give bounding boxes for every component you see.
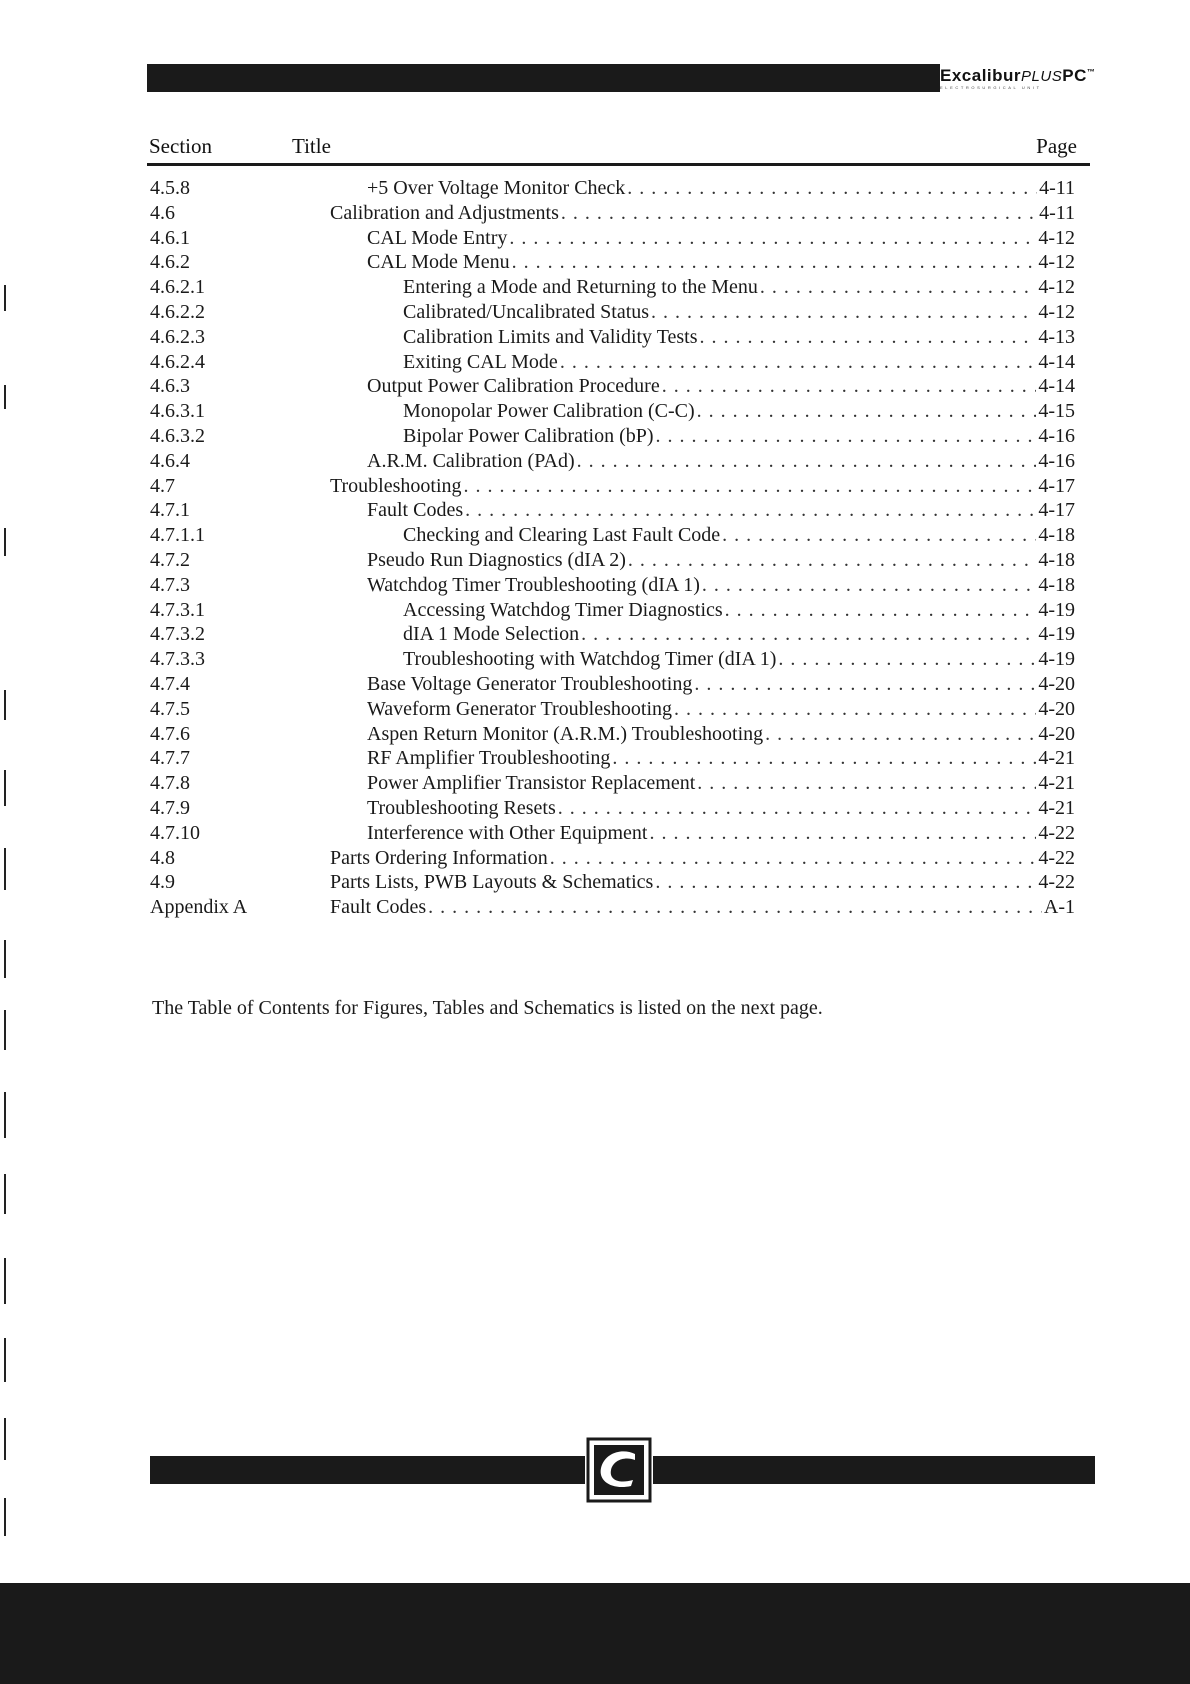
toc-entry [403,275,1075,299]
header-rule [147,163,1090,166]
toc-entry [403,598,1075,622]
toc-page-number: A-1 [1043,896,1075,919]
toc-page-number: 4-12 [1038,251,1075,274]
toc-row-4-7-3-3[interactable] [0,647,1190,672]
toc-page-number: 4-19 [1038,623,1075,646]
margin-mark [4,1010,6,1050]
toc-dot-leader [694,672,1036,696]
toc-section-number: 4.6.3.2 [150,424,205,447]
toc-row-4-6-2-4[interactable] [0,350,1190,375]
toc-page-number: 4-17 [1038,499,1075,522]
margin-mark [4,1498,6,1536]
toc-dot-leader [760,275,1036,299]
toc-dot-leader [465,498,1036,522]
toc-page-number: 4-16 [1038,449,1075,472]
toc-section-number: 4.9 [150,871,175,894]
toc-row-4-7[interactable] [0,474,1190,499]
bottom-scan-band [0,1583,1190,1684]
toc-title: Bipolar Power Calibration (bP) [403,424,654,447]
toc-section-number: 4.7.10 [150,821,200,844]
toc-page-number: 4-18 [1038,548,1075,571]
toc-title: Checking and Clearing Last Fault Code [403,524,721,547]
toc-entry [403,523,1075,547]
margin-mark [4,940,6,978]
toc-row-4-6-3-1[interactable] [0,399,1190,424]
brand-name: ExcaliburPLUSPC™ [940,66,1096,85]
toc-section-number: 4.7.3.1 [150,598,205,621]
toc-page-number: 4-12 [1038,226,1075,249]
toc-title: Base Voltage Generator Troubleshooting [367,672,693,695]
toc-page-number: 4-16 [1038,424,1075,447]
toc-dot-leader [697,771,1036,795]
toc-entry [367,821,1075,845]
toc-row-4-7-7[interactable] [0,746,1190,771]
toc-section-number: 4.7.2 [150,548,190,571]
toc-entry [403,300,1075,324]
toc-title: Parts Ordering Information [330,846,548,869]
toc-dot-leader [697,399,1037,423]
toc-entry [367,697,1075,721]
toc-title: Power Amplifier Transistor Replacement [367,772,696,795]
toc-section-number: 4.6.1 [150,226,190,249]
toc-section-number: 4.7.4 [150,672,190,695]
toc-page-number: 4-12 [1038,300,1075,323]
toc-entry [367,672,1075,696]
toc-row-4-7-10[interactable] [0,821,1190,846]
toc-row-4-6-3-2[interactable] [0,424,1190,449]
toc-row-4-6-4[interactable] [0,449,1190,474]
toc-row-appendix-a[interactable] [0,895,1190,920]
toc-entry [330,201,1075,225]
toc-dot-leader [725,598,1037,622]
toc-dot-leader [512,250,1037,274]
toc-entry [403,399,1075,423]
toc-row-4-7-2[interactable] [0,548,1190,573]
toc-row-4-7-4[interactable] [0,672,1190,697]
toc-section-number: 4.7.1 [150,499,190,522]
margin-mark [4,690,6,720]
toc-dot-leader [765,722,1036,746]
toc-title: Fault Codes [367,499,464,522]
toc-dot-leader [674,697,1036,721]
toc-title: Output Power Calibration Procedure [367,375,660,398]
page-column-header: Page [1036,134,1077,158]
toc-list [0,176,1190,920]
toc-section-number: 4.7.3.3 [150,648,205,671]
toc-dot-leader [428,895,1042,919]
margin-mark [4,385,6,409]
toc-dot-leader [627,176,1037,200]
toc-dot-leader [778,647,1036,671]
toc-row-4-6[interactable] [0,201,1190,226]
toc-entry [367,250,1075,274]
toc-section-number: 4.5.8 [150,177,190,199]
title-column-header: Title [292,134,331,158]
margin-mark [4,1174,6,1214]
toc-section-number: 4.7.7 [150,747,190,770]
toc-row-4-6-2-1[interactable] [0,275,1190,300]
toc-dot-leader [577,449,1037,473]
toc-page-number: 4-19 [1038,598,1075,621]
toc-page-number: 4-22 [1038,821,1075,844]
toc-entry [367,771,1075,795]
toc-section-number: 4.7.1.1 [150,524,205,547]
toc-entry [367,796,1075,820]
toc-title: Monopolar Power Calibration (C-C) [403,400,695,423]
toc-section-number: 4.7.8 [150,772,190,795]
toc-entry [403,647,1075,671]
toc-dot-leader [628,548,1036,572]
margin-mark [4,1418,6,1460]
toc-entry [403,622,1075,646]
toc-dot-leader [649,821,1036,845]
toc-row-4-7-1-1[interactable] [0,523,1190,548]
toc-dot-leader [700,325,1037,349]
toc-entry [367,746,1075,770]
footnote: The Table of Contents for Figures, Tables and Schematics is listed on the next page. [152,997,823,1019]
toc-dot-leader [612,746,1036,770]
toc-section-number: 4.7.3.2 [150,623,205,646]
toc-title: +5 Over Voltage Monitor Check [367,177,626,199]
toc-entry [367,573,1075,597]
toc-dot-leader [656,424,1037,448]
toc-page-number: 4-22 [1038,871,1075,894]
toc-entry [330,846,1075,870]
toc-row-4-8[interactable] [0,846,1190,871]
toc-page-number: 4-14 [1038,350,1075,373]
margin-mark [4,848,6,890]
toc-entry [330,895,1075,919]
toc-entry [367,176,1075,200]
toc-title: Aspen Return Monitor (A.R.M.) Troubleshooting [367,722,764,745]
toc-entry [367,226,1075,250]
toc-title: Accessing Watchdog Timer Diagnostics [403,598,723,621]
toc-page-number: 4-21 [1038,747,1075,770]
toc-entry [367,498,1075,522]
toc-dot-leader [561,201,1037,225]
toc-section-number: 4.6.3 [150,375,190,398]
toc-page-number: 4-11 [1039,177,1075,199]
toc-row-4-7-9[interactable] [0,796,1190,821]
toc-page-number: 4-21 [1038,772,1075,795]
toc-page-number: 4-20 [1038,722,1075,745]
toc-row-4-7-1[interactable] [0,498,1190,523]
toc-section-number: 4.7.5 [150,697,190,720]
toc-dot-leader [722,523,1036,547]
toc-dot-leader [655,870,1036,894]
toc-row-4-6-2-3[interactable] [0,325,1190,350]
toc-row-4-6-2-2[interactable] [0,300,1190,325]
toc-page-number: 4-11 [1039,201,1075,224]
toc-dot-leader [550,846,1037,870]
toc-section-number: 4.6.3.1 [150,400,205,423]
toc-section-number: Appendix A [150,896,248,919]
toc-page-number: 4-20 [1038,672,1075,695]
toc-row-4-7-3-2[interactable] [0,622,1190,647]
toc-entry [403,350,1075,374]
toc-section-number: 4.6 [150,201,175,224]
toc-section-number: 4.6.2.1 [150,276,205,299]
toc-section-number: 4.6.4 [150,449,190,472]
toc-title: Troubleshooting Resets [367,796,556,819]
toc-section-number: 4.6.2.3 [150,325,205,348]
toc-page-number: 4-12 [1038,276,1075,299]
toc-entry [367,548,1075,572]
margin-mark [4,528,6,556]
toc-section-number: 4.8 [150,846,175,869]
toc-row-4-5-8[interactable] [0,176,1190,201]
toc-title: Calibration Limits and Validity Tests [403,325,698,348]
toc-title: Exiting CAL Mode [403,350,558,373]
toc-dot-leader [509,226,1036,250]
company-logo-icon [585,1436,653,1504]
brand-logo [940,64,1096,92]
header-bar [147,64,940,92]
toc-dot-leader [702,573,1036,597]
toc-row-4-6-2[interactable] [0,250,1190,275]
margin-mark [4,1338,6,1382]
margin-mark [4,770,6,806]
toc-dot-leader [581,622,1036,646]
toc-title: Pseudo Run Diagnostics (dIA 2) [367,548,626,571]
toc-dot-leader [558,796,1037,820]
toc-title: RF Amplifier Troubleshooting [367,747,611,770]
toc-title: CAL Mode Menu [367,251,510,274]
toc-entry [367,449,1075,473]
section-column-header: Section [149,134,212,158]
toc-page-number: 4-18 [1038,573,1075,596]
toc-dot-leader [662,374,1037,398]
toc-title: dIA 1 Mode Selection [403,623,580,646]
toc-entry [367,374,1075,398]
toc-row-4-9[interactable] [0,870,1190,895]
toc-page-number: 4-14 [1038,375,1075,398]
toc-page-number: 4-21 [1038,796,1075,819]
toc-row-4-7-5[interactable] [0,697,1190,722]
toc-title: Entering a Mode and Returning to the Menu [403,276,758,299]
toc-title: Calibration and Adjustments [330,201,559,224]
margin-mark [4,285,6,311]
toc-row-4-7-3-1[interactable] [0,598,1190,623]
toc-dot-leader [464,474,1037,498]
toc-title: A.R.M. Calibration (PAd) [367,449,575,472]
toc-section-number: 4.7.3 [150,573,190,596]
toc-row-4-7-8[interactable] [0,771,1190,796]
toc-title: Fault Codes [330,896,427,919]
toc-title: Troubleshooting [330,474,462,497]
toc-entry [367,722,1075,746]
toc-section-number: 4.7 [150,474,175,497]
toc-entry [403,325,1075,349]
toc-page-number: 4-17 [1038,474,1075,497]
toc-page-number: 4-20 [1038,697,1075,720]
toc-title: Troubleshooting with Watchdog Timer (dIA 1) [403,648,777,671]
toc-section-number: 4.6.2.4 [150,350,205,373]
toc-section-number: 4.7.6 [150,722,190,745]
toc-row-4-7-6[interactable] [0,722,1190,747]
toc-page-number: 4-22 [1038,846,1075,869]
toc-entry [403,424,1075,448]
toc-section-number: 4.6.2.2 [150,300,205,323]
toc-page-number: 4-15 [1038,400,1075,423]
toc-entry [330,474,1075,498]
toc-dot-leader [651,300,1036,324]
toc-page-number: 4-13 [1038,325,1075,348]
toc-title: Parts Lists, PWB Layouts & Schematics [330,871,654,894]
brand-tagline: ELECTROSURGICAL UNIT [940,85,1042,90]
toc-row-4-6-1[interactable] [0,226,1190,251]
toc-title: Waveform Generator Troubleshooting [367,697,672,720]
toc-title: Calibrated/Uncalibrated Status [403,300,650,323]
toc-title: Interference with Other Equipment [367,821,648,844]
margin-mark [4,1092,6,1138]
toc-page-number: 4-19 [1038,648,1075,671]
toc-row-4-7-3[interactable] [0,573,1190,598]
margin-mark [4,1258,6,1304]
toc-entry [330,870,1075,894]
toc-title: Watchdog Timer Troubleshooting (dIA 1) [367,573,700,596]
toc-section-number: 4.7.9 [150,796,190,819]
toc-page-number: 4-18 [1038,524,1075,547]
toc-row-4-6-3[interactable] [0,374,1190,399]
toc-section-number: 4.6.2 [150,251,190,274]
toc-dot-leader [560,350,1037,374]
toc-title: CAL Mode Entry [367,226,508,249]
